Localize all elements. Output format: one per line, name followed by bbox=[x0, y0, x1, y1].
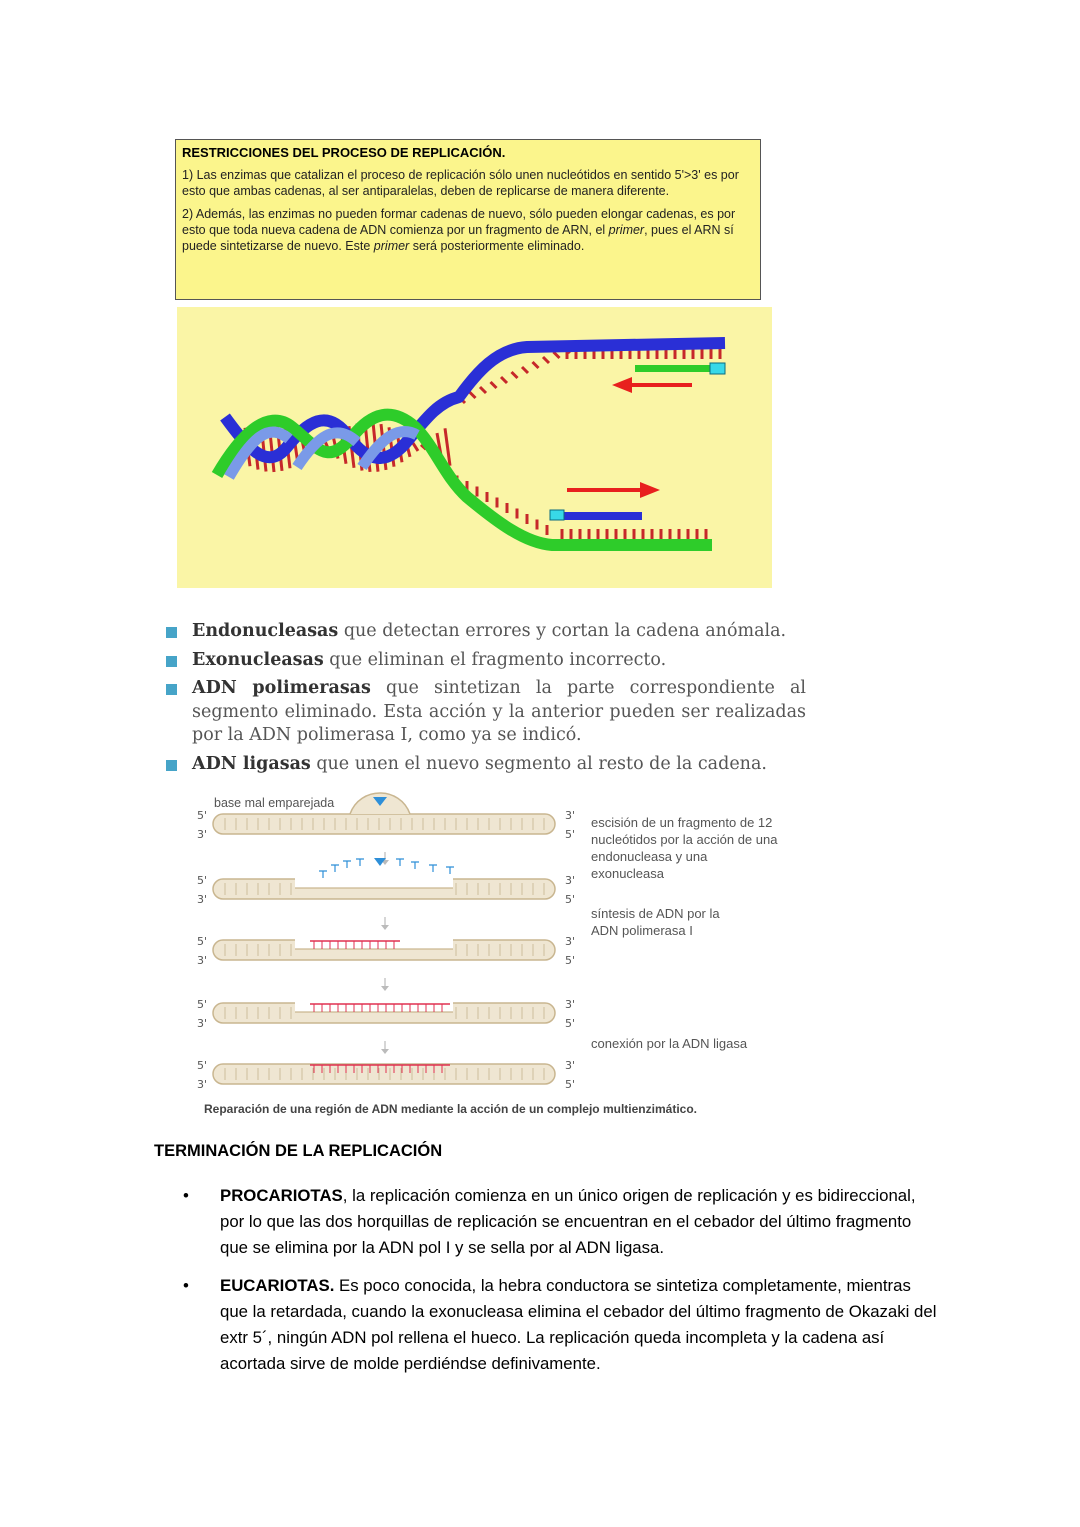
step-arrow-head bbox=[381, 925, 389, 930]
end-label: 3' bbox=[565, 998, 576, 1011]
end-label: 5' bbox=[565, 893, 576, 906]
end-label: 3' bbox=[565, 935, 576, 948]
helix-strands bbox=[217, 343, 725, 545]
enzyme-description: que sintetizan la parte correspondiente al segmento eliminado. Esta acción y la anterior pueden ser realizadas por la ADN polimerasa I, como ya se indicó. bbox=[192, 678, 806, 745]
step-arrow-head bbox=[381, 986, 389, 991]
base-rung bbox=[480, 387, 486, 393]
excised-nucleotide bbox=[356, 859, 364, 866]
primer-upper bbox=[710, 363, 725, 374]
end-label: 3' bbox=[565, 874, 576, 887]
end-label: 3' bbox=[197, 1078, 208, 1091]
restrictions-point-2-text-b: , pues el ARN sí puede sintetizarse de nuevo. Este bbox=[182, 223, 734, 253]
end-label: 5' bbox=[197, 1059, 208, 1072]
enzyme-list bbox=[166, 620, 806, 781]
step-arrow-head bbox=[381, 1049, 389, 1054]
restrictions-point-2-text-a: 2) Además, las enzimas no pueden formar cadenas de nuevo, sólo pueden elongar cadenas, es por esto que toda nueva cadena de ADN comienza por un fragmento de ARN, el bbox=[182, 207, 736, 237]
end-label: 5' bbox=[197, 874, 208, 887]
base-rung bbox=[543, 357, 549, 363]
dna-duplex bbox=[213, 814, 555, 834]
list-item bbox=[183, 1183, 943, 1261]
primer-term: primer bbox=[608, 223, 645, 237]
repair-step-row bbox=[197, 858, 575, 930]
repair-step-row bbox=[197, 998, 575, 1054]
replication-fork-diagram bbox=[177, 307, 772, 588]
restrictions-box bbox=[175, 139, 761, 300]
end-label: 5' bbox=[565, 1017, 576, 1030]
new-strand-lower bbox=[552, 512, 642, 520]
end-label: 3' bbox=[565, 1059, 576, 1072]
enzyme-name: ADN ligasas bbox=[192, 753, 311, 774]
enzyme-name: ADN polimerasas bbox=[192, 678, 371, 698]
primer-term: primer bbox=[373, 239, 410, 253]
end-label: 5' bbox=[197, 998, 208, 1011]
base-rung bbox=[512, 372, 518, 378]
base-rung bbox=[501, 377, 507, 383]
new-strand-upper bbox=[635, 365, 717, 372]
mismatch-label: base mal emparejada bbox=[214, 796, 335, 810]
bullet-square-icon bbox=[166, 684, 177, 695]
dna-repair-diagram bbox=[195, 792, 795, 1122]
base-rung bbox=[533, 362, 539, 368]
term-text: , la replicación comienza en un único origen de replicación y es bidireccional, por lo que las dos horquillas de replicación se encuentran en el cebador del último fragmento que se elimina por la ADN pol I y se sella por al ADN ligasa. bbox=[220, 1186, 916, 1257]
base-rung bbox=[413, 443, 418, 451]
rightward-arrow bbox=[567, 482, 660, 498]
base-rung bbox=[522, 367, 528, 373]
note-ligation: conexión por la ADN ligasa bbox=[591, 1036, 748, 1051]
excised-nucleotide bbox=[319, 871, 327, 878]
excised-nucleotide bbox=[396, 859, 404, 866]
repair-step-row bbox=[197, 935, 575, 991]
bullet-square-icon bbox=[166, 627, 177, 638]
enzyme-description: que unen el nuevo segmento al resto de la cadena. bbox=[310, 753, 767, 774]
bullet-square-icon bbox=[166, 656, 177, 667]
note-synthesis: síntesis de ADN por la ADN polimerasa I bbox=[591, 906, 720, 938]
bullet-dot: • bbox=[183, 1186, 189, 1205]
list-item bbox=[166, 620, 806, 644]
list-item bbox=[183, 1273, 943, 1377]
leftward-arrow bbox=[612, 377, 692, 393]
end-label: 3' bbox=[197, 1017, 208, 1030]
end-label: 3' bbox=[197, 954, 208, 967]
end-label: 5' bbox=[565, 1078, 576, 1091]
repair-caption: Reparación de una región de ADN mediante la acción de un complejo multienzimático. bbox=[204, 1102, 697, 1116]
base-rung bbox=[491, 382, 497, 388]
end-label: 5' bbox=[565, 954, 576, 967]
end-label: 3' bbox=[197, 828, 208, 841]
end-label: 5' bbox=[565, 828, 576, 841]
excised-nucleotide bbox=[446, 867, 454, 874]
strand-gap bbox=[295, 878, 453, 888]
dna-duplex bbox=[213, 1064, 555, 1084]
end-label: 3' bbox=[197, 893, 208, 906]
list-item bbox=[166, 677, 806, 748]
enzyme-description: que detectan errores y cortan la cadena anómala. bbox=[338, 621, 787, 641]
base-rung bbox=[470, 392, 476, 398]
primer-lower bbox=[550, 510, 564, 520]
termination-title: TERMINACIÓN DE LA REPLICACIÓN bbox=[154, 1142, 443, 1160]
restrictions-title: RESTRICCIONES DEL PROCESO DE REPLICACIÓN. bbox=[182, 145, 506, 160]
restrictions-point-2 bbox=[182, 206, 754, 254]
list-item bbox=[166, 649, 806, 673]
end-label: 5' bbox=[197, 809, 208, 822]
end-label: 3' bbox=[565, 809, 576, 822]
excised-nucleotide bbox=[411, 862, 419, 869]
list-item bbox=[166, 753, 806, 777]
bullet-dot: • bbox=[183, 1276, 189, 1295]
restrictions-point-2-text-c: será posteriormente eliminado. bbox=[409, 239, 585, 253]
enzyme-name: Exonucleasas bbox=[192, 649, 324, 670]
enzyme-description: que eliminan el fragmento incorrecto. bbox=[323, 649, 667, 670]
bullet-square-icon bbox=[166, 760, 177, 771]
excised-nucleotide bbox=[429, 865, 437, 872]
end-label: 5' bbox=[197, 935, 208, 948]
repair-step-row bbox=[197, 1059, 575, 1091]
enzyme-name: Endonucleasas bbox=[192, 621, 339, 641]
base-rung bbox=[554, 352, 560, 358]
term-heading: EUCARIOTAS. bbox=[220, 1276, 335, 1295]
term-heading: PROCARIOTAS bbox=[220, 1186, 343, 1205]
term-text: Es poco conocida, la hebra conductora se sintetiza completamente, mientras que la retardada, cuando la exonucleasa elimina el cebador del último fragmento de Okazaki del extr 5´, ningún ADN pol rellena el hueco. La replicación queda incompleta y la cadena así acortada sirve de molde perdiéndse definivamente. bbox=[220, 1276, 937, 1373]
replication-fork-figure bbox=[177, 307, 772, 588]
termination-list bbox=[183, 1183, 943, 1389]
excised-nucleotide bbox=[343, 861, 351, 868]
note-excision: escisión de un fragmento de 12 nucleótidos por la acción de una endonucleasa y una exonucleasa bbox=[591, 815, 778, 881]
restrictions-point-1: 1) Las enzimas que catalizan el proceso de replicación sólo unen nucleótidos en sentido 5'>3' es por esto que ambas cadenas, al ser antiparalelas, deben de replicarse de manera diferente. bbox=[182, 168, 739, 198]
excised-nucleotide bbox=[331, 865, 339, 872]
